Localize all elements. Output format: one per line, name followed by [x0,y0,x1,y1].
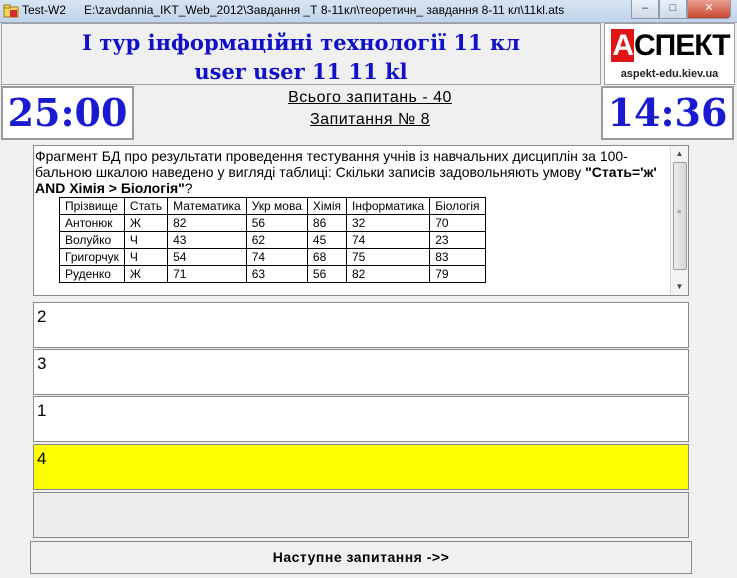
logo [604,23,735,85]
time-remaining: 14:36 [601,86,734,140]
table-cell: 70 [430,215,485,232]
test-title: І тур інформаційні технології 11 кл [82,30,520,55]
table-cell: 56 [307,266,346,283]
table-cell: 43 [168,232,247,249]
answer-option-1[interactable] [33,302,689,348]
table-cell: 82 [168,215,247,232]
time-limit: 25:00 [1,86,134,140]
window-titlebar [0,0,737,23]
table-cell: 45 [307,232,346,249]
table-header-row [60,198,486,215]
scroll-grip-icon: ≡ [677,209,682,216]
table-cell: 71 [168,266,247,283]
question-text-end: ? [184,180,193,196]
maximize-button[interactable]: □ [659,0,687,19]
logo-first-letter: А [612,29,634,62]
table-cell: 82 [347,266,430,283]
table-cell: 54 [168,249,247,266]
window-controls [631,0,731,19]
table-row [60,266,486,283]
answer-label: 3 [37,354,47,373]
answer-label: 4 [37,449,47,468]
logo-url: aspekt-edu.kiev.ua [620,68,719,80]
question-text-main: Фрагмент БД про результати проведення тестування учнів із навчальних дисциплін за 100-бальною шкалою наведено у вигляді таблиці: Скільки записів задовольняють умову [35,148,628,180]
answer-option-2[interactable] [33,349,689,395]
table-cell: Ч [124,232,167,249]
question-panel [33,145,689,296]
table-header: Прізвище [60,198,125,215]
table-row [60,232,486,249]
table-cell: 75 [347,249,430,266]
answer-label: 2 [37,307,47,326]
empty-answer-area [33,492,689,538]
table-cell: 68 [307,249,346,266]
table-cell: Григорчук [60,249,125,266]
table-cell: Волуйко [60,232,125,249]
scroll-down-arrow-icon[interactable]: ▼ [675,282,684,291]
table-header: Інформатика [347,198,430,215]
logo-rest: СПЕКТ [634,29,730,62]
table-cell: 62 [246,232,307,249]
close-button[interactable]: ✕ [687,0,731,19]
header-panel [1,23,601,85]
table-cell: 74 [246,249,307,266]
table-cell: 86 [307,215,346,232]
question-text [35,148,669,196]
table-cell: Ч [124,249,167,266]
table-cell: 23 [430,232,485,249]
file-path: E:\zavdannia_IKT_Web_2012\Завдання _Т 8-11кл\теоретичн_ завдання 8-11 кл\11kl.ats [84,3,565,17]
minimize-button[interactable]: – [631,0,659,19]
answer-label: 1 [37,401,47,420]
answer-option-4[interactable] [33,444,689,490]
table-cell: 63 [246,266,307,283]
table-cell: Ж [124,266,167,283]
table-cell: 83 [430,249,485,266]
table-cell: Руденко [60,266,125,283]
answer-option-3[interactable] [33,396,689,442]
total-questions: Всього запитань - 40 [288,89,452,106]
table-cell: 79 [430,266,485,283]
table-cell: Ж [124,215,167,232]
user-name: user user 11 11 kl [194,59,408,84]
table-header: Хімія [307,198,346,215]
logo-wordmark [611,30,730,62]
table-cell: 74 [347,232,430,249]
table-cell: 32 [347,215,430,232]
table-header: Стать [124,198,167,215]
table-header: Укр мова [246,198,307,215]
table-header: Математика [168,198,247,215]
scroll-up-arrow-icon[interactable]: ▲ [675,149,684,158]
table-cell: 56 [246,215,307,232]
table-header: Біологія [430,198,485,215]
next-question-button[interactable]: Наступне запитання ->> [30,541,692,574]
app-icon [3,3,19,19]
data-table [59,197,486,283]
question-scrollbar[interactable] [670,146,688,295]
question-condition: "Стать='ж' AND Хімія > Біологія" [35,164,657,196]
scroll-thumb[interactable] [673,162,687,270]
app-name: Test-W2 [22,3,67,17]
table-row [60,249,486,266]
table-cell: Антонюк [60,215,125,232]
table-row [60,215,486,232]
current-question-number: Запитання № 8 [310,111,430,128]
